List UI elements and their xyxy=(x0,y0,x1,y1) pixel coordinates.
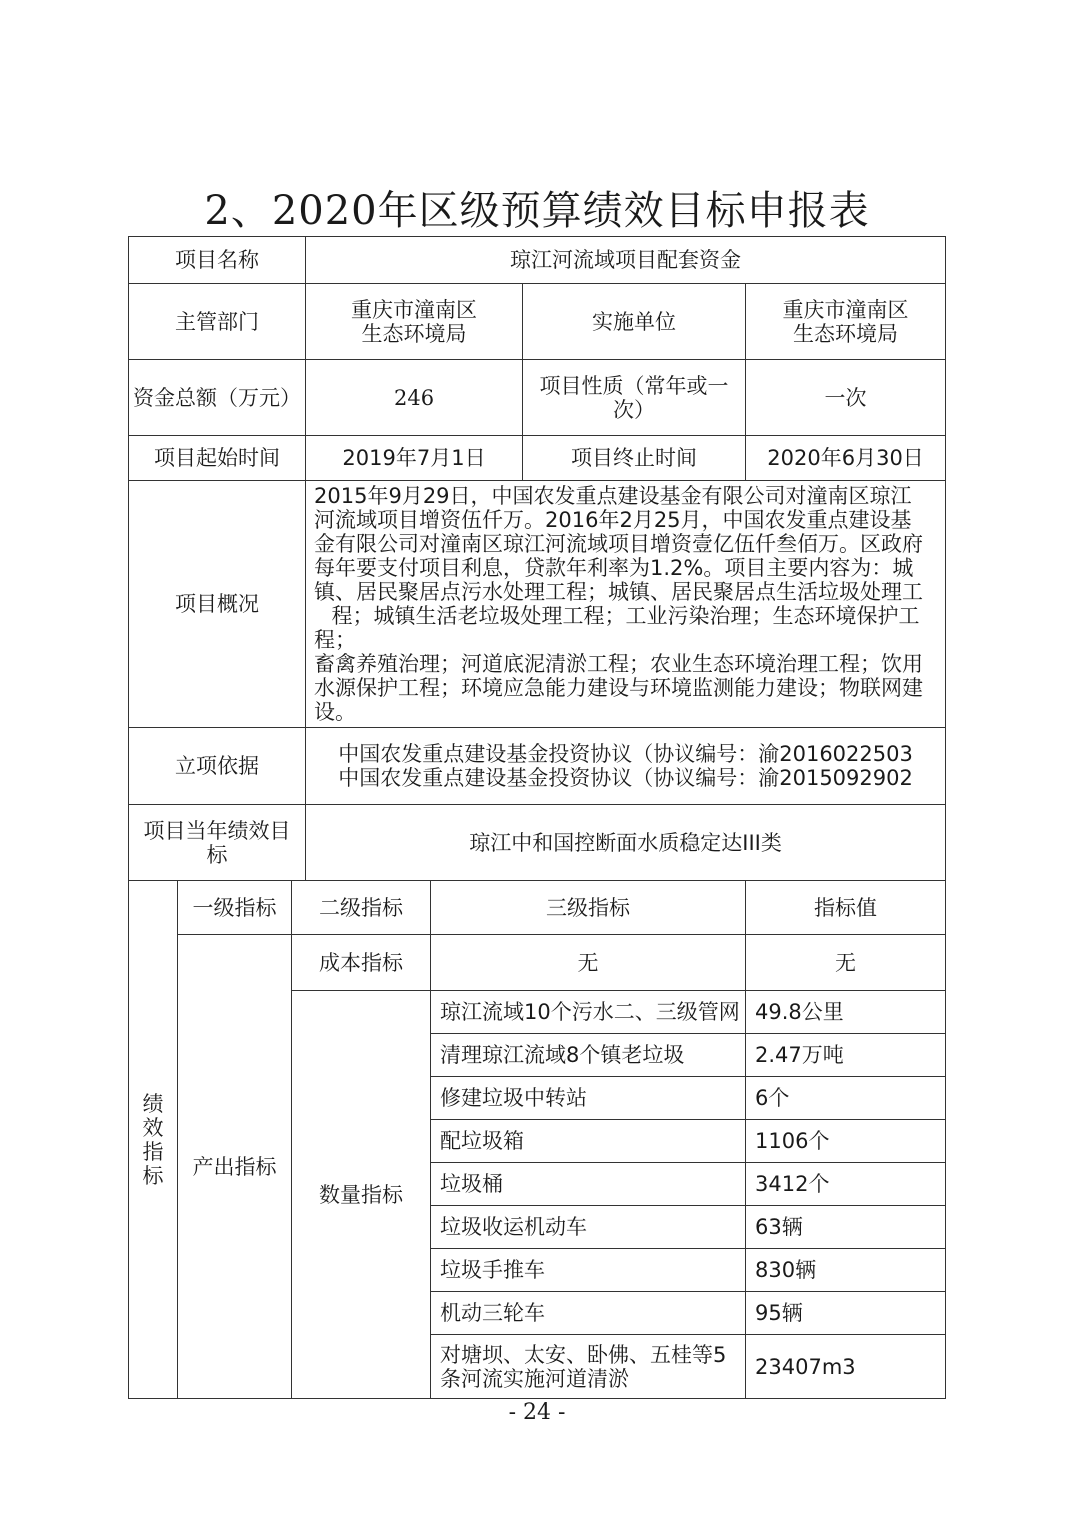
summary-line: 每年要支付项目利息，贷款年利率为1.2%。项目主要内容为：城 xyxy=(314,556,914,580)
dept-value-line: 重庆市潼南区 xyxy=(351,297,478,322)
budget-performance-table xyxy=(128,236,946,1399)
end-value: 2020年6月30日 xyxy=(746,436,946,481)
basis-line: 中国农发重点建设基金投资协议（协议编号：渝2016022503 xyxy=(338,742,913,766)
summary-line: 镇、居民聚居点污水处理工程；城镇、居民聚居点生活垃圾处理工 xyxy=(314,580,924,604)
quantity-item-value: 6个 xyxy=(746,1077,946,1120)
header-value: 指标值 xyxy=(746,881,946,935)
quantity-item-name: 清理琼江流域8个镇老垃圾 xyxy=(431,1034,746,1077)
quantity-item-value: 1106个 xyxy=(746,1120,946,1163)
indicators-side-label: 绩效指标 xyxy=(129,881,178,1399)
summary-line: 程；城镇生活老垃圾处理工程；工业污染治理；生态环境保护工程； xyxy=(314,604,920,652)
start-label: 项目起始时间 xyxy=(129,436,306,481)
quantity-item-value: 3412个 xyxy=(746,1163,946,1206)
summary-text xyxy=(306,481,946,728)
quantity-item-name: 琼江流域10个污水二、三级管网 xyxy=(431,991,746,1034)
basis-value xyxy=(306,728,946,805)
quantity-item-value: 63辆 xyxy=(746,1206,946,1249)
project-name-label: 项目名称 xyxy=(129,237,306,284)
nature-label-line: 次） xyxy=(613,397,656,422)
project-name-value: 琼江河流域项目配套资金 xyxy=(306,237,946,284)
cost-l3: 无 xyxy=(431,935,746,991)
summary-line: 畜禽养殖治理；河道底泥清淤工程；农业生态环境治理工程；饮用 xyxy=(314,652,924,676)
goal-label-line: 标 xyxy=(206,842,228,867)
quantity-item-value: 2.47万吨 xyxy=(746,1034,946,1077)
quantity-item-value: 95辆 xyxy=(746,1292,946,1335)
quantity-item-value: 830辆 xyxy=(746,1249,946,1292)
dept-label: 主管部门 xyxy=(129,284,306,360)
impl-value-line: 重庆市潼南区 xyxy=(782,297,909,322)
goal-label xyxy=(129,805,306,881)
summary-line: 2015年9月29日，中国农发重点建设基金有限公司对潼南区琼江 xyxy=(314,484,912,508)
header-level1: 一级指标 xyxy=(178,881,292,935)
summary-line: 设。 xyxy=(314,700,357,724)
quantity-label: 数量指标 xyxy=(292,991,431,1399)
impl-value-line: 生态环境局 xyxy=(793,321,899,346)
quantity-item-name: 配垃圾箱 xyxy=(431,1120,746,1163)
quantity-item-name: 垃圾收运机动车 xyxy=(431,1206,746,1249)
dept-value-line: 生态环境局 xyxy=(361,321,467,346)
summary-line: 河流域项目增资伍仟万。2016年2月25月，中国农发重点建设基 xyxy=(314,508,912,532)
quantity-item-value: 49.8公里 xyxy=(746,991,946,1034)
basis-label: 立项依据 xyxy=(129,728,306,805)
header-level2: 二级指标 xyxy=(292,881,431,935)
page-title: 2、2020年区级预算绩效目标申报表 xyxy=(204,188,870,234)
quantity-item-value: 23407m3 xyxy=(746,1335,946,1399)
goal-value: 琼江中和国控断面水质稳定达III类 xyxy=(306,805,946,881)
impl-label: 实施单位 xyxy=(523,284,746,360)
quantity-item-name: 垃圾桶 xyxy=(431,1163,746,1206)
quantity-item-name: 机动三轮车 xyxy=(431,1292,746,1335)
end-label: 项目终止时间 xyxy=(523,436,746,481)
summary-line: 水源保护工程；环境应急能力建设与环境监测能力建设；物联网建 xyxy=(314,676,924,700)
summary-line: 金有限公司对潼南区琼江河流域项目增资壹亿伍仟叁佰万。区政府 xyxy=(314,532,924,556)
cost-label: 成本指标 xyxy=(292,935,431,991)
basis-line: 中国农发重点建设基金投资协议（协议编号：渝2015092902 xyxy=(338,766,913,790)
nature-value: 一次 xyxy=(746,360,946,436)
page-number: - 24 - xyxy=(508,1400,566,1425)
header-level3: 三级指标 xyxy=(431,881,746,935)
cost-value: 无 xyxy=(746,935,946,991)
quantity-item-name: 对塘坝、太安、卧佛、五桂等5条河流实施河道清淤 xyxy=(431,1335,746,1399)
goal-label-line: 项目当年绩效目 xyxy=(143,818,291,843)
funds-value: 246 xyxy=(306,360,523,436)
quantity-item-name: 修建垃圾中转站 xyxy=(431,1077,746,1120)
nature-label-line: 项目性质（常年或一 xyxy=(539,373,729,398)
funds-label: 资金总额（万元） xyxy=(129,360,306,436)
level1-output: 产出指标 xyxy=(178,935,292,1399)
summary-label: 项目概况 xyxy=(129,481,306,728)
impl-value xyxy=(746,284,946,360)
nature-label xyxy=(523,360,746,436)
start-value: 2019年7月1日 xyxy=(306,436,523,481)
dept-value xyxy=(306,284,523,360)
quantity-item-name: 垃圾手推车 xyxy=(431,1249,746,1292)
